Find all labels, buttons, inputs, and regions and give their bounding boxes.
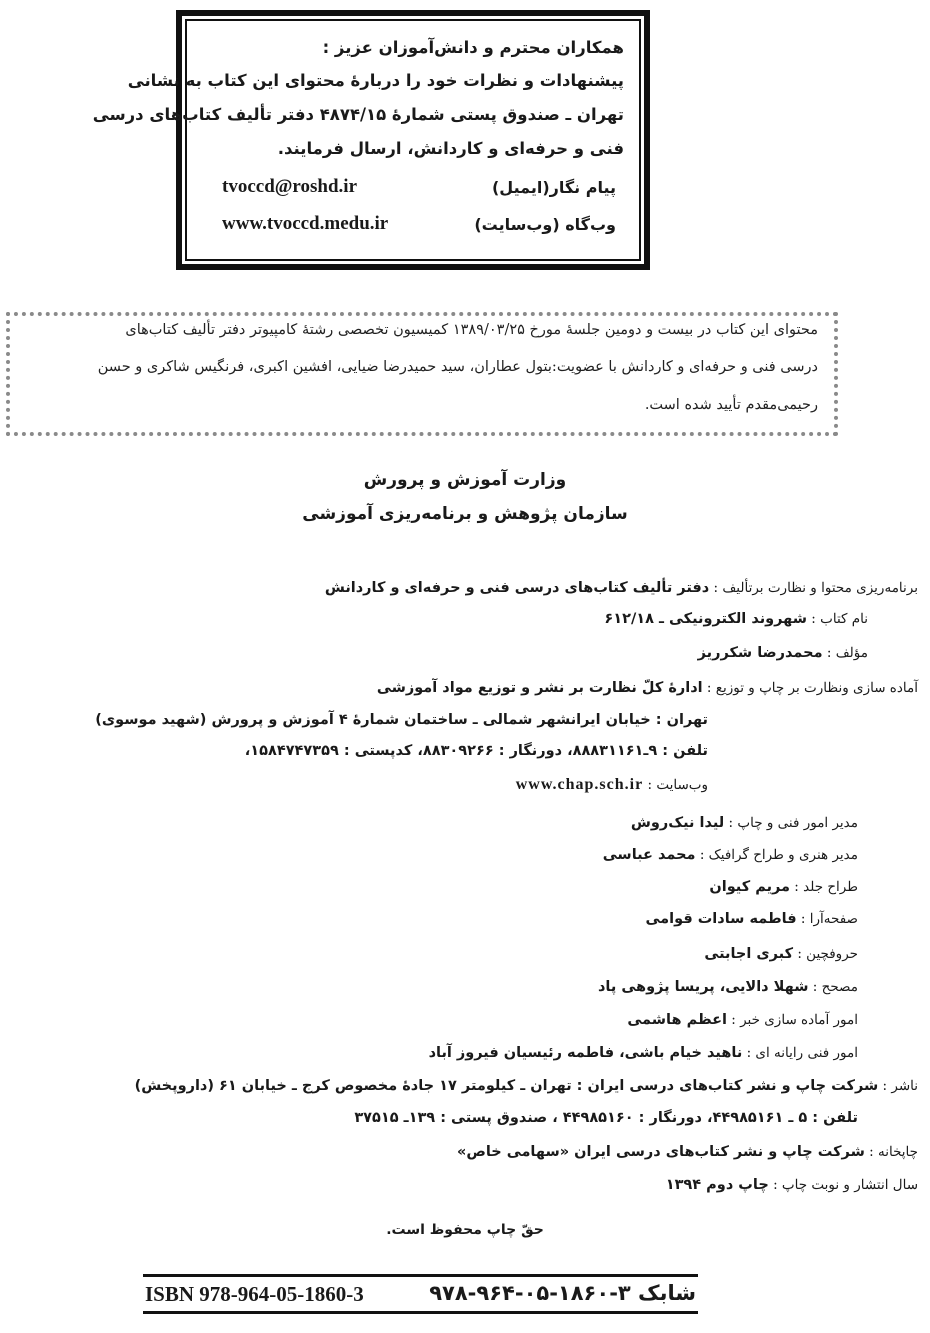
credit-value: چاپ دوم ۱۳۹۴ — [665, 1177, 769, 1193]
credit-label: مؤلف : — [822, 645, 868, 661]
credit-proofreader — [598, 979, 858, 995]
credit-label: وب‌سایت : — [643, 777, 708, 793]
credit-page-layout — [645, 911, 858, 927]
credit-publisher-phone — [354, 1110, 858, 1126]
credit-label: برنامه‌ریزی محتوا و نظارت برتألیف : — [709, 580, 918, 596]
isbn-latin: ISBN 978-964-05-1860-3 — [145, 1282, 364, 1306]
organization-title: سازمان پژوهش و برنامه‌ریزی آموزشی — [302, 504, 628, 524]
credit-value: کبری اجابتی — [704, 946, 794, 962]
credit-technical-manager — [631, 815, 858, 831]
credit-value: فاطمه سادات قوامی — [645, 911, 797, 927]
credit-book-name — [604, 611, 868, 627]
isbn-persian: شابک ۳-۱۸۶۰-۰۵-۹۶۴-۹۷۸ — [429, 1281, 696, 1305]
credit-value: شرکت چاپ و نشر کتاب‌های درسی ایران «سهامی خاص» — [456, 1144, 865, 1160]
credit-cover-designer — [709, 879, 858, 895]
isbn-bar — [143, 1274, 698, 1314]
credit-value: مریم کیوان — [709, 879, 791, 895]
credit-phone — [245, 743, 708, 759]
credit-label: سال انتشار و نوبت چاپ : — [768, 1177, 918, 1193]
credit-computer-tech — [429, 1045, 858, 1061]
credit-news-prep — [627, 1012, 858, 1028]
copyright-notice: حقّ چاپ محفوظ است. — [386, 1222, 544, 1238]
credit-content-planning — [325, 580, 918, 596]
approval-line: محتوای این کتاب در بیست و دومین جلسهٔ مورخ ۱۳۸۹/۰۳/۲۵ کمیسیون تخصصی رشتهٔ کامپیوتر دفتر تألیف کتاب‌های — [125, 322, 818, 338]
notice-line: پیشنهادات و نظرات خود را دربارهٔ محتوای این کتاب به نشانی — [127, 71, 624, 90]
credit-author — [698, 645, 868, 661]
credit-art-director — [603, 847, 858, 863]
credit-label: آماده سازی ونظارت بر چاپ و توزیع : — [702, 680, 918, 696]
email-link[interactable]: tvoccd@roshd.ir — [222, 176, 358, 197]
credit-label: امور آماده سازی خبر : — [726, 1012, 858, 1028]
credit-label: مدیر هنری و طراح گرافیک : — [695, 847, 858, 863]
credit-value: تلفن : ۹ـ۸۸۸۳۱۱۶۱، دورنگار : ۸۸۳۰۹۲۶۶، کدپستی : ۱۵۸۴۷۴۷۳۵۹، — [244, 743, 708, 759]
credit-label: طراح جلد : — [790, 879, 858, 895]
email-label: پیام نگار(ایمیل) — [491, 178, 616, 197]
credit-value: شهلا دالایی، پریسا پژوهی پاد — [597, 979, 809, 995]
credit-value: ناهید خیام باشی، فاطمه رئیسیان فیروز آباد — [428, 1045, 743, 1061]
credit-label: حروفچین : — [793, 946, 858, 962]
credit-value: اعظم هاشمی — [627, 1012, 727, 1028]
credit-typesetter — [704, 946, 858, 962]
credit-label: چاپخانه : — [864, 1144, 918, 1160]
credit-label: نام کتاب : — [807, 611, 868, 627]
credit-printing-house — [457, 1144, 918, 1160]
notice-greeting: همکاران محترم و دانش‌آموزان عزیز : — [322, 38, 624, 57]
approval-line: رحیمی‌مقدم تأیید شده است. — [644, 397, 818, 413]
website-link[interactable]: www.chap.sch.ir — [515, 776, 644, 793]
credit-label: مدیر امور فنی و چاپ : — [724, 815, 858, 831]
credit-label: مصحح : — [808, 979, 858, 995]
website-label: وب‌گاه (وب‌سایت) — [474, 215, 616, 234]
website-link[interactable]: www.tvoccd.medu.ir — [222, 213, 389, 234]
credit-value: تهران : خیابان ایرانشهر شمالی ـ ساختمان شمارهٔ ۴ آموزش و پرورش (شهید موسوی) — [95, 712, 708, 728]
credit-value: محمد عباسی — [602, 847, 696, 863]
credit-print-supervision — [377, 680, 918, 696]
credit-value: محمدرضا شکرریز — [697, 645, 823, 661]
credit-publisher — [135, 1078, 918, 1094]
credit-label: صفحه‌آرا : — [796, 911, 858, 927]
approval-statement-frame — [6, 312, 838, 436]
contact-notice-box — [92, 10, 650, 270]
credit-label: ناشر : — [878, 1078, 918, 1094]
credit-value: لیدا نیک‌روش — [630, 815, 725, 831]
credit-value: تلفن : ۵ ـ ۴۴۹۸۵۱۶۱، دورنگار : ۴۴۹۸۵۱۶۰ ، صندوق پستی : ۱۳۹ـ ۳۷۵۱۵ — [354, 1110, 858, 1126]
ministry-title: وزارت آموزش و پرورش — [363, 470, 567, 490]
notice-line: تهران ـ صندوق پستی شمارهٔ ۴۸۷۴/۱۵ دفتر تألیف کتاب‌های درسی — [92, 105, 624, 124]
credit-value: شرکت چاپ و نشر کتاب‌های درسی ایران : تهران ـ کیلومتر ۱۷ جادهٔ مخصوص کرج ـ خیابان ۶۱ (داروپخش) — [134, 1078, 879, 1094]
credit-value: شهروند الکترونیکی ـ ۶۱۲/۱۸ — [604, 611, 808, 627]
credit-value: دفتر تألیف کتاب‌های درسی فنی و حرفه‌ای و کاردانش — [324, 580, 710, 596]
credit-value: ادارهٔ کلّ نظارت بر نشر و توزیع مواد آموزشی — [376, 680, 703, 696]
notice-line: فنی و حرفه‌ای و کاردانش، ارسال فرمایند. — [277, 139, 624, 158]
credit-address — [95, 712, 708, 728]
credit-edition — [666, 1177, 918, 1193]
credit-website — [516, 776, 708, 794]
approval-line: درسی فنی و حرفه‌ای و کاردانش با عضویت:بتول عطاران، سید حمیدرضا ضیایی، افشین اکبری، فرنگیس شاکری و حسن — [97, 359, 818, 375]
credit-label: امور فنی رایانه ای : — [742, 1045, 858, 1061]
